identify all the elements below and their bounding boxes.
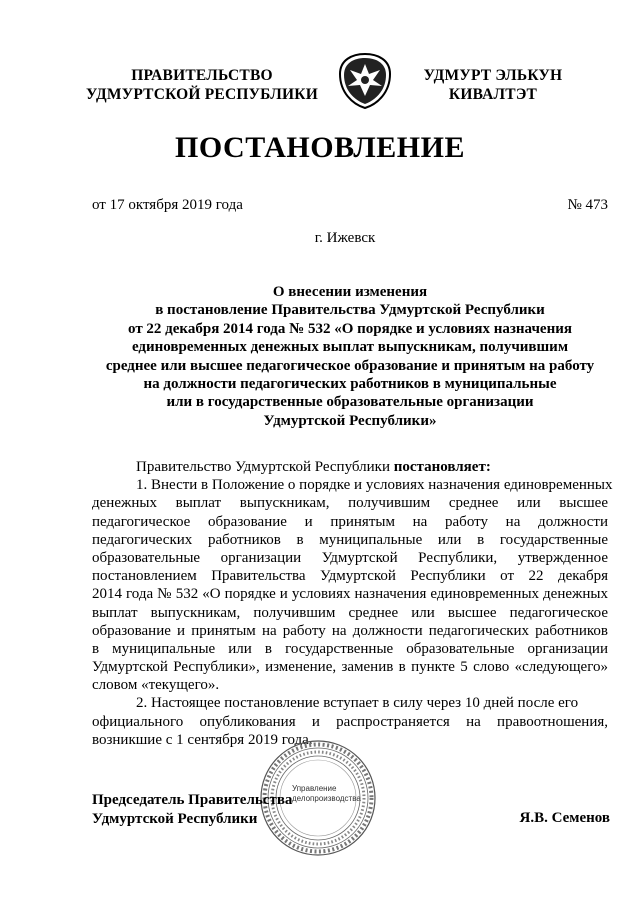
issuer-name-udm [414, 66, 572, 104]
stamp-line: Управление [292, 784, 337, 793]
subject-line: от 22 декабря 2014 года № 532 «О порядке и условиях назначения [128, 320, 572, 337]
intro-verb: постановляет: [393, 459, 491, 475]
signatory-position-line-1: Председатель Правительства [92, 792, 293, 808]
paragraph-1-line: 2014 года № 532 «О порядке и условиях назначения единовременных денежных [92, 586, 608, 603]
intro-text: Правительство Удмуртской Республики [136, 459, 394, 475]
document-body [92, 458, 613, 749]
paragraph-1-line: денежных выплат выпускникам, получившим среднее или высшее [92, 495, 608, 512]
signatory-position-line-2: Удмуртской Республики [92, 810, 258, 827]
paragraph-1-line: Удмуртской Республики», изменение, заменив в пункте 5 слово «следующего» [92, 659, 608, 676]
paragraph-1-line: педагогических работников в муниципальные или в государственные [92, 531, 608, 548]
udmurtia-coat-of-arms-icon [338, 52, 392, 110]
document-type-title: ПОСТАНОВЛЕНИЕ [175, 131, 465, 164]
stamp-inner-text [292, 784, 361, 803]
paragraph-1-line: в муниципальные или в государственные образовательные организации [92, 640, 608, 657]
document-subject [70, 283, 630, 430]
document-date: от 17 октября 2019 года [92, 197, 243, 213]
paragraph-1-line: образование и принятым на работу на должности педагогических работников [92, 622, 608, 639]
paragraph-1-line: выплат выпускникам, получившим среднее или высшее педагогическое [92, 604, 608, 621]
paragraph-1-line: постановлением Правительства Удмуртской Республики от 22 декабря [92, 568, 608, 585]
subject-line: в постановление Правительства Удмуртской Республики [155, 302, 545, 319]
subject-line: на должности педагогических работников в муниципальные [143, 376, 557, 393]
paragraph-1-line: педагогическое образование и принятым на работу на должности [92, 513, 608, 530]
subject-line: единовременных денежных выплат выпускникам, получившим [131, 339, 569, 356]
subject-line: Удмуртской Республики» [263, 412, 437, 429]
subject-line: О внесении изменения [272, 284, 428, 300]
paragraph-1-first-line: 1. Внести в Положение о порядке и условиях назначения единовременных [136, 477, 613, 494]
paragraph-2-line: официального опубликования и распространяется на правоотношения, [92, 713, 608, 730]
paragraph-2-first-line: 2. Настоящее постановление вступает в силу через 10 дней после его [136, 695, 579, 712]
issuer-line-1: ПРАВИТЕЛЬСТВО [131, 67, 273, 84]
body-intro [92, 458, 608, 476]
paragraph-2-last-line: возникшие с 1 сентября 2019 года. [92, 731, 313, 748]
document-number: № 473 [567, 197, 608, 213]
signatory-position [92, 791, 292, 828]
document-city: г. Ижевск [314, 230, 376, 246]
issuer-name-ru [86, 66, 318, 104]
stamp-line: делопроизводства [292, 793, 361, 803]
issuer-udm-line-1: УДМУРТ ЭЛЬКУН [423, 67, 563, 84]
subject-line: среднее или высшее педагогическое образование и принятым на работу [105, 357, 595, 374]
paragraph-1-last-line: словом «текущего». [92, 677, 220, 694]
paragraph-1-line: образовательные организации Удмуртской Республики, утвержденное [92, 549, 608, 566]
issuer-udm-line-2: КИВАЛТЭТ [448, 86, 538, 103]
issuer-line-2: УДМУРТСКОЙ РЕСПУБЛИКИ [86, 86, 318, 103]
subject-line: или в государственные образовательные организации [166, 394, 534, 411]
signatory-name: Я.В. Семенов [519, 810, 610, 826]
